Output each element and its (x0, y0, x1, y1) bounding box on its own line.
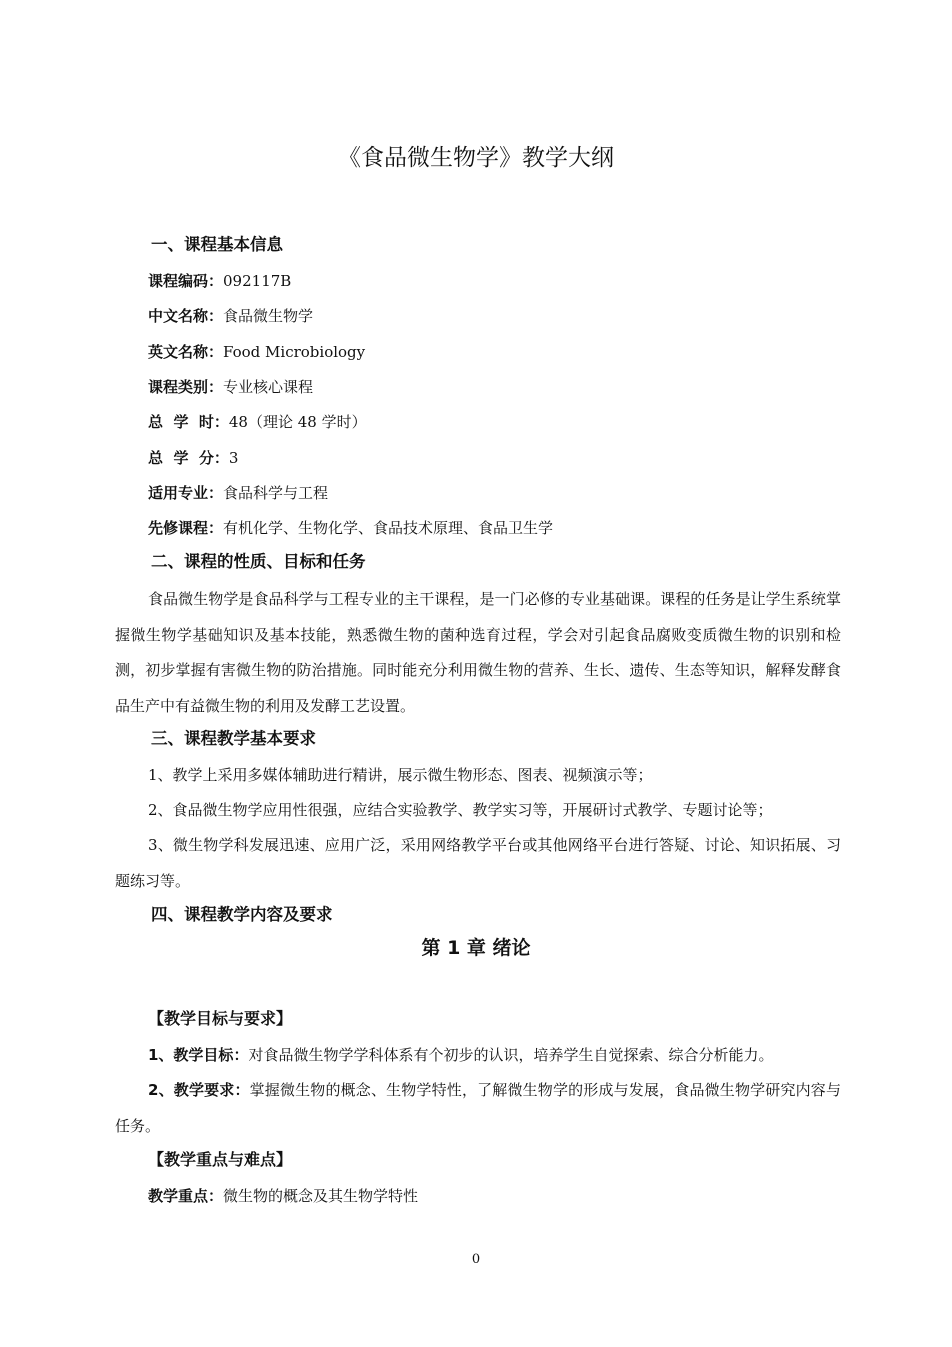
info-value: 食品微生物学 (223, 307, 314, 325)
section-heading-content: 四、课程教学内容及要求 (151, 905, 333, 924)
document-title: 《食品微生物学》教学大纲 (338, 145, 614, 171)
key-points-heading: 【教学重点与难点】 (148, 1150, 293, 1169)
key-point-label: 教学重点： (148, 1187, 224, 1205)
info-label: 总 学 分： (148, 449, 229, 467)
info-value: 食品科学与工程 (223, 484, 329, 502)
requirement-label: 2、教学要求： (148, 1081, 250, 1099)
info-row-english-name (148, 341, 365, 363)
goals-heading: 【教学目标与要求】 (148, 1009, 293, 1028)
info-label: 课程编码： (148, 272, 224, 290)
info-label: 课程类别： (148, 378, 224, 396)
nature-paragraph: 食品微生物学是食品科学与工程专业的主干课程，是一门必修的专业基础课。课程的任务是让学生系统掌握微生物学基础知识及基本技能，熟悉微生物的菌种选育过程，学会对引起食品腐败变质微生物的识别和检测，初步掌握有害微生物的防治措施。同时能充分利用微生物的营养、生长、遗传、生态等知识，解释发酵食品生产中有益微生物的利用及发酵工艺设置。 (115, 590, 841, 715)
info-row-prerequisites (148, 517, 553, 539)
info-label: 适用专业： (148, 484, 224, 502)
page-number: 0 (471, 1252, 481, 1267)
info-label: 先修课程： (148, 519, 224, 537)
info-value: 3 (228, 449, 239, 467)
teaching-goal (115, 1038, 841, 1074)
info-row-major (148, 482, 328, 504)
info-row-course-category (148, 376, 313, 398)
key-point-row (148, 1185, 418, 1207)
goal-text: 对食品微生物学学科体系有个初步的认识，培养学生自觉探索、综合分析能力。 (248, 1046, 774, 1064)
info-label: 中文名称： (148, 307, 224, 325)
info-value: 有机化学、生物化学、食品技术原理、食品卫生学 (223, 519, 554, 537)
info-value: 48（理论 48 学时） (228, 413, 367, 431)
key-point-text: 微生物的概念及其生物学特性 (223, 1187, 419, 1205)
info-row-chinese-name (148, 305, 313, 327)
section-heading-basic-info: 一、课程基本信息 (151, 235, 283, 254)
info-row-course-code (148, 270, 291, 292)
info-value: Food Microbiology (223, 343, 366, 361)
requirement-item-2: 2、食品微生物学应用性很强，应结合实验教学、教学实习等，开展研讨式教学、专题讨论等； (148, 801, 773, 819)
info-label: 总 学 时： (148, 413, 229, 431)
info-value: 092117B (223, 272, 292, 290)
requirement-item-3: 3、微生物学科发展迅速、应用广泛，采用网络教学平台或其他网络平台进行答疑、讨论、知识拓展、习题练习等。 (115, 836, 841, 890)
info-row-total-credits (148, 447, 238, 469)
goal-label: 1、教学目标： (148, 1046, 249, 1064)
info-label: 英文名称： (148, 343, 224, 361)
info-row-total-hours (148, 411, 367, 433)
requirement-text: 掌握微生物的概念、生物学特性，了解微生物学的形成与发展，食品微生物学研究内容与任务。 (115, 1081, 841, 1135)
section-heading-nature: 二、课程的性质、目标和任务 (151, 552, 366, 571)
requirement-item-1: 1、教学上采用多媒体辅助进行精讲，展示微生物形态、图表、视频演示等； (148, 766, 653, 784)
info-value: 专业核心课程 (223, 378, 314, 396)
teaching-requirement (115, 1073, 841, 1144)
section-heading-requirements: 三、课程教学基本要求 (151, 729, 316, 748)
chapter-title: 第 1 章 绪论 (421, 937, 531, 959)
